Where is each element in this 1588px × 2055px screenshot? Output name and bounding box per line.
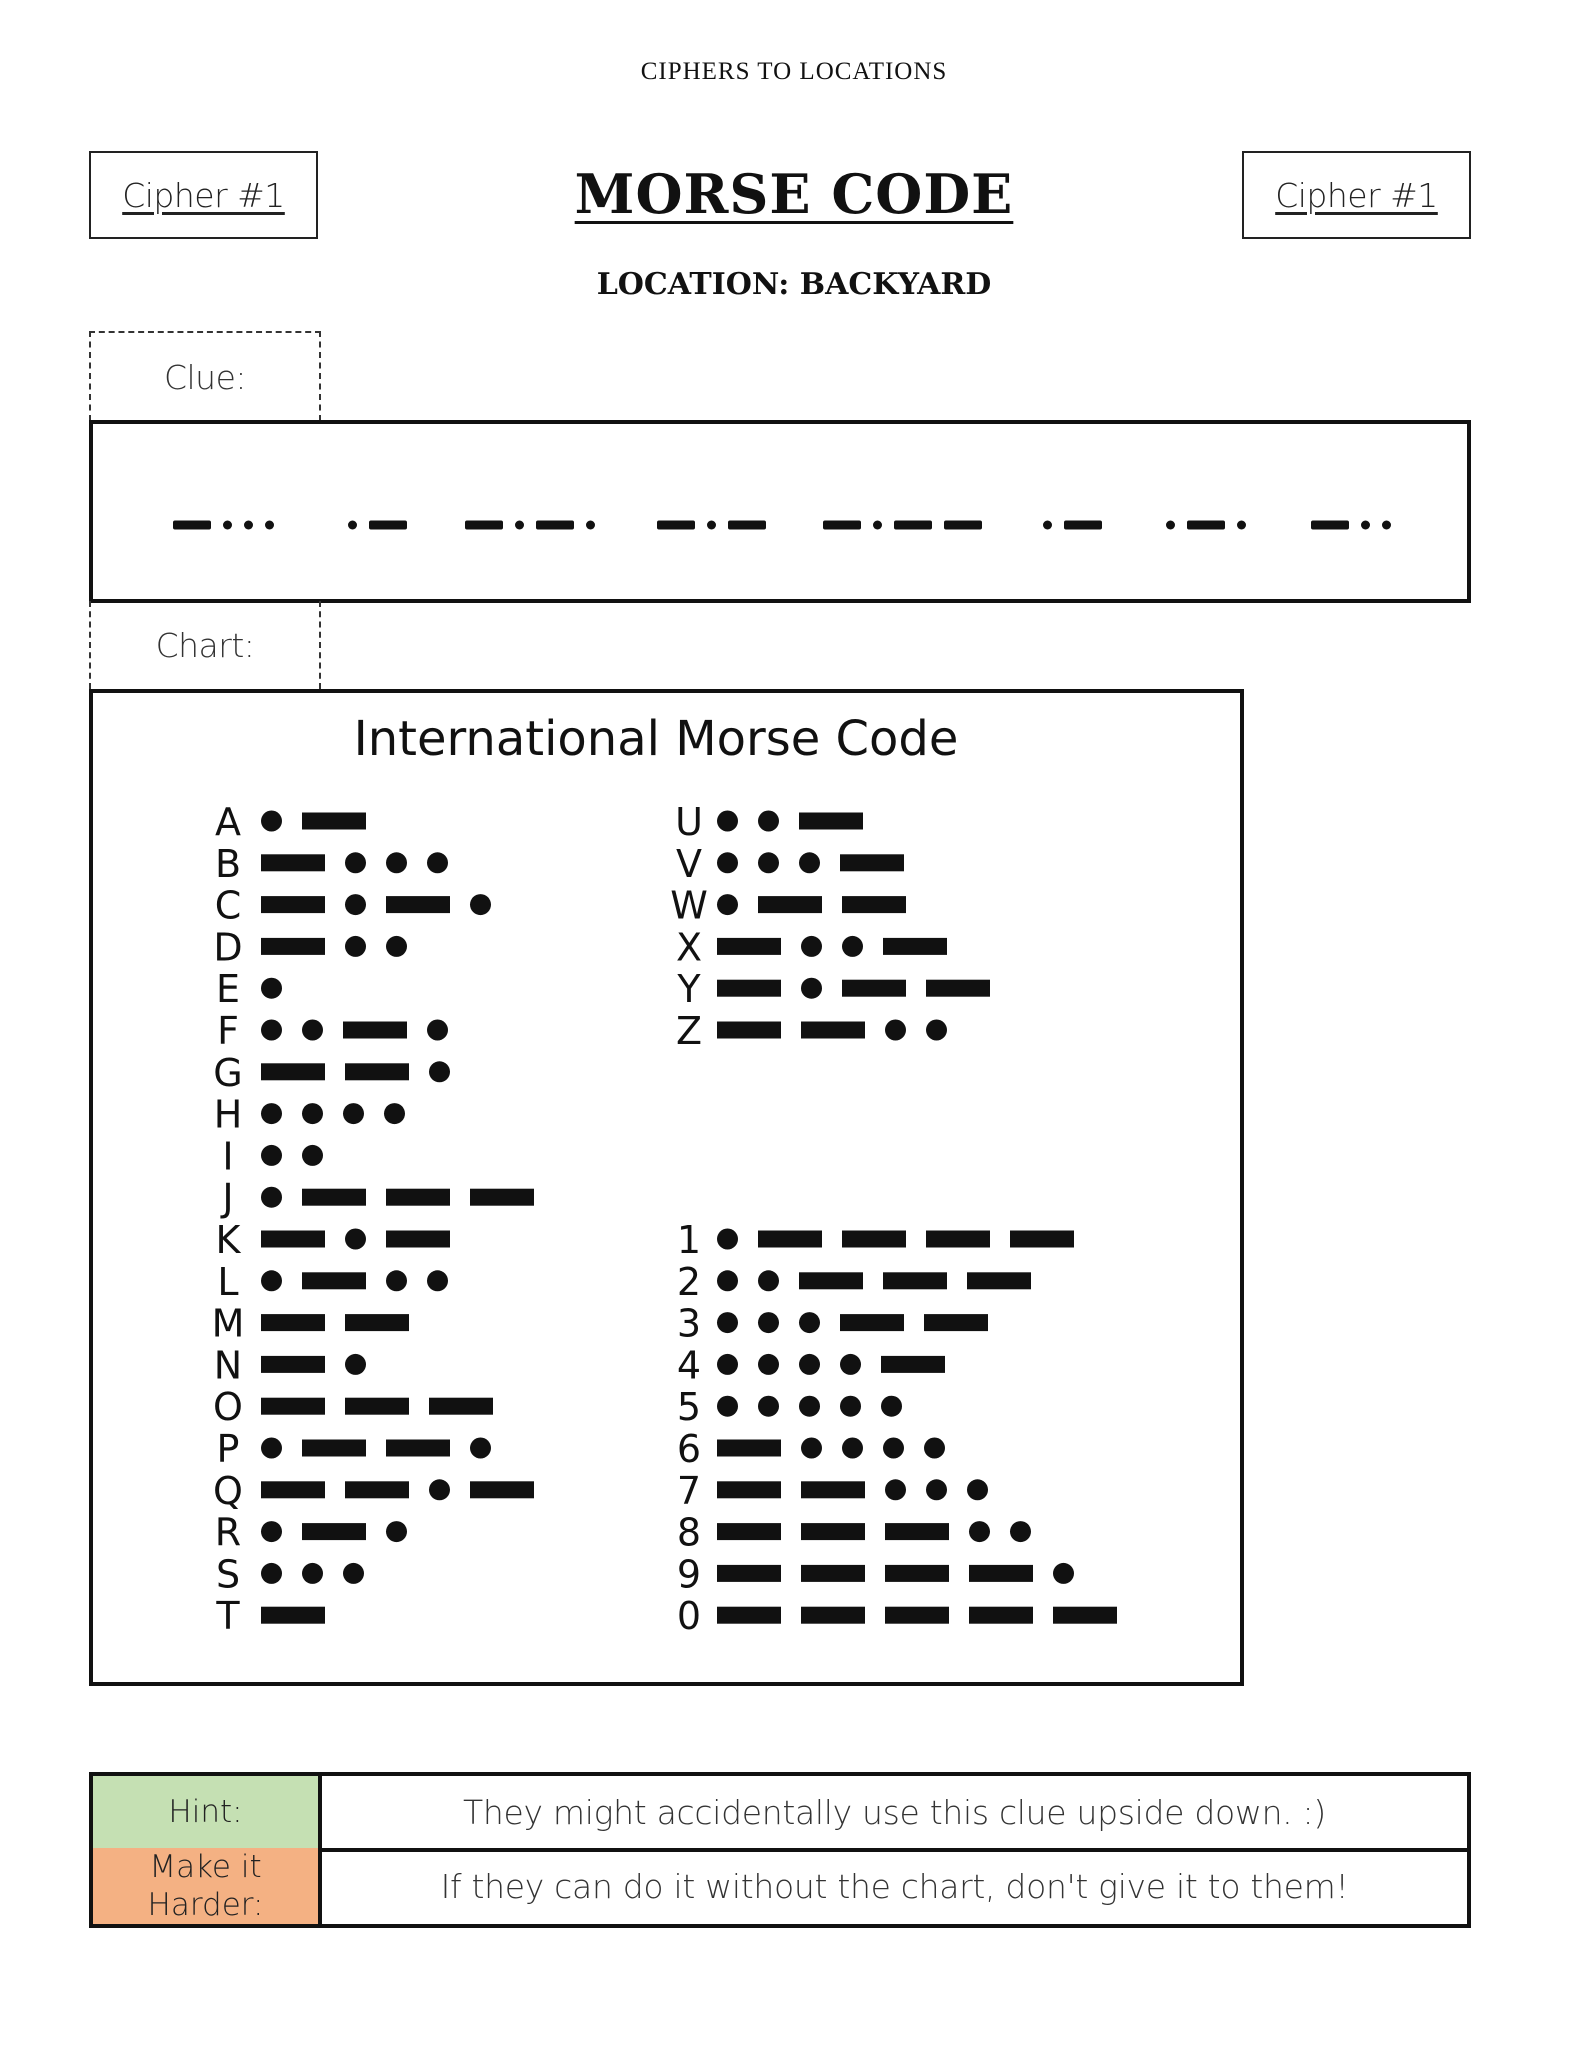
morse-dot	[801, 936, 822, 957]
clue-dot	[348, 521, 357, 530]
chart-letter-label: F	[217, 1009, 239, 1053]
clue-dot	[873, 521, 882, 530]
morse-dot	[345, 1229, 366, 1250]
morse-dash	[470, 1189, 534, 1206]
chart-digit-label: 8	[676, 1510, 702, 1555]
morse-dot	[261, 1187, 282, 1208]
morse-dash	[842, 980, 906, 997]
morse-dash	[967, 1272, 1031, 1289]
morse-dash	[842, 896, 906, 913]
morse-dot	[384, 1103, 405, 1124]
morse-dash	[386, 1231, 450, 1248]
morse-dash	[842, 1231, 906, 1248]
chart-letter-c	[215, 884, 491, 928]
morse-dot	[261, 811, 282, 832]
hint-label: Hint:	[93, 1776, 322, 1848]
clue-dash	[657, 521, 695, 530]
morse-dash	[345, 1063, 409, 1080]
morse-dot	[261, 978, 282, 999]
chart-letter-y	[676, 967, 990, 1011]
morse-dot	[261, 1103, 282, 1124]
morse-dot	[758, 852, 779, 873]
chart-letter-j	[220, 1176, 534, 1220]
morse-dot	[470, 1438, 491, 1459]
morse-dot	[881, 1396, 902, 1417]
chart-letter-n	[214, 1343, 366, 1387]
chart-letter-label: W	[670, 883, 708, 928]
morse-dash	[801, 1022, 865, 1039]
morse-dot	[717, 894, 738, 915]
morse-dash	[261, 1231, 325, 1248]
morse-dash	[1053, 1607, 1117, 1624]
clue-dot	[707, 521, 716, 530]
chart-letter-b	[215, 842, 448, 886]
morse-dot	[470, 894, 491, 915]
chart-letter-label: K	[215, 1218, 241, 1262]
morse-dash	[261, 938, 325, 955]
chart-digit-8	[677, 1511, 1031, 1555]
morse-dash	[261, 896, 325, 913]
chart-letter-e	[216, 967, 282, 1011]
morse-dash	[717, 1523, 781, 1540]
clue-group	[1166, 521, 1246, 530]
chart-letter-o	[213, 1385, 493, 1429]
chart-digit-2	[677, 1260, 1031, 1304]
clue-dash	[823, 521, 861, 530]
cipher-badge-right-label: Cipher #1	[1275, 175, 1438, 215]
chart-digit-9	[677, 1552, 1074, 1596]
clue-dot	[265, 521, 274, 530]
morse-dot	[885, 1479, 906, 1500]
morse-dot	[842, 1438, 863, 1459]
chart-letter-m	[212, 1302, 409, 1346]
morse-dash	[883, 938, 947, 955]
clue-dash	[944, 521, 982, 530]
morse-chart-graphic	[93, 693, 1240, 1682]
clue-dot	[586, 521, 595, 530]
hint-table	[89, 1772, 1471, 1928]
morse-dash	[302, 1523, 366, 1540]
morse-dot	[429, 1479, 450, 1500]
morse-dash	[429, 1398, 493, 1415]
morse-dash	[885, 1523, 949, 1540]
chart-letter-label: Y	[677, 967, 701, 1012]
clue-group	[823, 521, 982, 530]
clue-group	[348, 521, 407, 530]
clue-tab-label: Clue:	[163, 357, 247, 397]
chart-letter-label: O	[213, 1385, 243, 1430]
morse-dot	[717, 1396, 738, 1417]
morse-dash	[386, 896, 450, 913]
morse-dot	[758, 1270, 779, 1291]
morse-dot	[926, 1020, 947, 1041]
chart-digit-7	[677, 1469, 988, 1513]
chart-letter-label: I	[222, 1134, 234, 1179]
morse-dash	[840, 854, 904, 871]
morse-dash	[261, 1314, 325, 1331]
morse-dot	[302, 1020, 323, 1041]
make-harder-row	[93, 1848, 1467, 1924]
morse-dot	[302, 1563, 323, 1584]
morse-dot	[799, 1354, 820, 1375]
morse-dash	[885, 1565, 949, 1582]
chart-digit-4	[677, 1343, 945, 1387]
morse-dot	[801, 978, 822, 999]
clue-group	[657, 521, 766, 530]
chart-letter-label: E	[215, 967, 241, 1012]
chart-letter-t	[215, 1594, 325, 1638]
chart-letter-label: M	[211, 1301, 245, 1346]
morse-dash	[302, 1272, 366, 1289]
clue-dash	[536, 521, 574, 530]
morse-dash	[801, 1607, 865, 1624]
morse-dash	[1010, 1231, 1074, 1248]
morse-dot	[345, 894, 366, 915]
morse-dot	[345, 1354, 366, 1375]
chart-digit-5	[677, 1385, 902, 1429]
morse-dot	[967, 1479, 988, 1500]
chart-letter-label: D	[213, 925, 243, 970]
clue-tab	[89, 331, 321, 421]
morse-dash	[969, 1607, 1033, 1624]
chart-letter-p	[217, 1427, 491, 1471]
morse-dot	[427, 1020, 448, 1041]
morse-dot	[261, 1145, 282, 1166]
morse-dash	[717, 1440, 781, 1457]
chart-letter-label: S	[215, 1552, 241, 1597]
morse-dot	[261, 1020, 282, 1041]
clue-dot	[1237, 521, 1246, 530]
chart-letter-label: B	[214, 841, 242, 886]
morse-dot	[302, 1103, 323, 1124]
morse-dash	[926, 1231, 990, 1248]
clue-dot	[515, 521, 524, 530]
make-harder-label-line1: Make it	[149, 1849, 262, 1885]
chart-digit-label: 9	[676, 1552, 702, 1597]
chart-digit-6	[677, 1427, 945, 1471]
morse-dash	[386, 1440, 450, 1457]
clue-dash	[894, 521, 932, 530]
morse-dash	[883, 1272, 947, 1289]
morse-dot	[343, 1103, 364, 1124]
morse-dash	[345, 1314, 409, 1331]
clue-dot	[1361, 521, 1370, 530]
clue-dash	[465, 521, 503, 530]
morse-dash	[261, 1607, 325, 1624]
morse-dash	[302, 1189, 366, 1206]
chart-letter-w	[670, 884, 906, 928]
chart-letter-label: L	[217, 1259, 239, 1304]
morse-dot	[386, 936, 407, 957]
hint-text: They might accidentally use this clue upside down. :)	[463, 1792, 1326, 1832]
make-harder-text: If they can do it without the chart, don't give it to them!	[440, 1866, 1349, 1906]
chart-letter-label: R	[214, 1510, 242, 1555]
morse-dash	[717, 980, 781, 997]
chart-letter-label: P	[216, 1427, 240, 1471]
clue-dash	[173, 521, 211, 530]
chart-letter-f	[217, 1009, 448, 1053]
chart-letter-v	[676, 842, 904, 886]
morse-dash	[758, 1231, 822, 1248]
chart-letter-label: Z	[675, 1009, 703, 1053]
morse-dash	[926, 980, 990, 997]
morse-dot	[717, 852, 738, 873]
chart-letter-label: U	[675, 800, 703, 844]
chart-letter-label: N	[213, 1343, 243, 1388]
morse-dot	[345, 852, 366, 873]
page-title-text: MORSE CODE	[574, 162, 1014, 226]
morse-dot	[885, 1020, 906, 1041]
clue-morse-sequence	[93, 424, 1467, 599]
morse-dash	[801, 1565, 865, 1582]
clue-group	[465, 521, 595, 530]
morse-dot	[386, 852, 407, 873]
morse-dot	[429, 1061, 450, 1082]
morse-dash	[302, 1440, 366, 1457]
morse-chart	[89, 689, 1244, 1686]
chart-digit-3	[677, 1302, 988, 1346]
morse-dot	[840, 1396, 861, 1417]
chart-letter-label: T	[216, 1594, 240, 1639]
morse-dash	[261, 1356, 325, 1373]
chart-digit-label: 4	[676, 1343, 702, 1388]
clue-dot	[1382, 521, 1391, 530]
chart-letter-r	[215, 1511, 407, 1555]
morse-dot	[717, 811, 738, 832]
morse-dash	[261, 1063, 325, 1080]
chart-letter-z	[676, 1009, 947, 1053]
clue-dot	[1043, 521, 1052, 530]
morse-dash	[717, 1607, 781, 1624]
morse-dash	[470, 1481, 534, 1498]
chart-letter-i	[222, 1134, 323, 1178]
morse-dot	[261, 1270, 282, 1291]
chart-letter-a	[215, 800, 366, 844]
chart-letter-label: J	[222, 1176, 234, 1221]
morse-dot	[386, 1270, 407, 1291]
chart-tab-label: Chart:	[155, 625, 255, 665]
clue-dash	[369, 521, 407, 530]
morse-dash	[969, 1565, 1033, 1582]
morse-dot	[801, 1438, 822, 1459]
chart-digit-label: 2	[676, 1259, 702, 1304]
morse-dot	[840, 1354, 861, 1375]
chart-letter-u	[675, 800, 863, 844]
morse-dot	[261, 1521, 282, 1542]
morse-dash	[261, 1398, 325, 1415]
morse-chart-title: International Morse Code	[353, 711, 959, 767]
make-harder-label	[93, 1848, 322, 1924]
morse-dash	[885, 1607, 949, 1624]
morse-dot	[758, 1312, 779, 1333]
clue-dash	[1187, 521, 1225, 530]
morse-dot	[758, 1354, 779, 1375]
morse-dash	[261, 1481, 325, 1498]
chart-digit-label: 7	[676, 1468, 702, 1513]
clue-box	[89, 420, 1471, 603]
chart-digit-label: 1	[676, 1218, 702, 1262]
chart-letter-k	[216, 1218, 450, 1262]
chart-digit-label: 3	[676, 1301, 702, 1346]
morse-dot	[717, 1354, 738, 1375]
morse-dash	[758, 896, 822, 913]
clue-group	[1043, 521, 1102, 530]
morse-dot	[883, 1438, 904, 1459]
chart-letter-s	[216, 1552, 364, 1596]
chart-letter-l	[217, 1260, 448, 1304]
clue-group	[173, 521, 274, 530]
morse-dot	[799, 852, 820, 873]
cipher-badge-left-label: Cipher #1	[122, 175, 285, 215]
morse-dot	[799, 1396, 820, 1417]
clue-group	[1311, 521, 1391, 530]
location-subtitle: LOCATION: BACKYARD	[596, 267, 992, 302]
morse-dot	[924, 1438, 945, 1459]
morse-dash	[717, 1481, 781, 1498]
morse-dash	[840, 1314, 904, 1331]
chart-digit-1	[677, 1218, 1074, 1262]
clue-dot	[244, 521, 253, 530]
morse-dot	[758, 1396, 779, 1417]
chart-letter-d	[213, 925, 407, 969]
chart-digit-label: 0	[676, 1594, 702, 1639]
morse-dot	[842, 936, 863, 957]
make-harder-label-line2: Harder:	[147, 1887, 264, 1923]
morse-dot	[427, 1270, 448, 1291]
morse-dash	[386, 1189, 450, 1206]
chart-digit-label: 5	[676, 1385, 702, 1430]
chart-letter-label: G	[213, 1050, 243, 1095]
morse-dash	[261, 854, 325, 871]
clue-dot	[1166, 521, 1175, 530]
chart-letter-h	[214, 1093, 405, 1137]
morse-dash	[343, 1022, 407, 1039]
morse-dash	[302, 813, 366, 830]
morse-dot	[717, 1229, 738, 1250]
page-header: CIPHERS TO LOCATIONS	[640, 58, 948, 85]
chart-digit-0	[677, 1594, 1117, 1638]
morse-dot	[717, 1312, 738, 1333]
morse-dash	[881, 1356, 945, 1373]
morse-dot	[1053, 1563, 1074, 1584]
morse-dot	[926, 1479, 947, 1500]
morse-dot	[343, 1563, 364, 1584]
morse-dot	[345, 936, 366, 957]
morse-dash	[717, 1565, 781, 1582]
morse-dot	[969, 1521, 990, 1542]
morse-dot	[427, 852, 448, 873]
chart-digit-label: 6	[676, 1427, 702, 1471]
morse-dot	[261, 1563, 282, 1584]
morse-dash	[717, 938, 781, 955]
chart-letter-g	[213, 1051, 450, 1095]
morse-dot	[758, 811, 779, 832]
morse-dot	[1010, 1521, 1031, 1542]
morse-dash	[345, 1398, 409, 1415]
chart-letter-label: V	[676, 841, 702, 886]
chart-letter-label: C	[214, 883, 242, 928]
morse-dash	[717, 1022, 781, 1039]
morse-dash	[801, 1523, 865, 1540]
chart-letter-q	[213, 1469, 534, 1513]
chart-letter-x	[676, 925, 947, 969]
morse-dot	[261, 1438, 282, 1459]
morse-dash	[799, 1272, 863, 1289]
clue-dash	[728, 521, 766, 530]
morse-dash	[345, 1481, 409, 1498]
morse-dash	[801, 1481, 865, 1498]
chart-letter-label: A	[215, 800, 241, 844]
chart-letter-label: X	[675, 925, 703, 970]
morse-dot	[386, 1521, 407, 1542]
morse-dash	[924, 1314, 988, 1331]
morse-dash	[799, 813, 863, 830]
hint-row	[93, 1776, 1467, 1852]
chart-letter-label: H	[213, 1092, 243, 1137]
morse-dot	[799, 1312, 820, 1333]
morse-dot	[302, 1145, 323, 1166]
clue-dot	[223, 521, 232, 530]
morse-dot	[717, 1270, 738, 1291]
chart-tab	[89, 601, 321, 689]
chart-letter-label: Q	[213, 1468, 243, 1513]
clue-dash	[1311, 521, 1349, 530]
clue-dash	[1064, 521, 1102, 530]
page-title	[0, 162, 1588, 226]
